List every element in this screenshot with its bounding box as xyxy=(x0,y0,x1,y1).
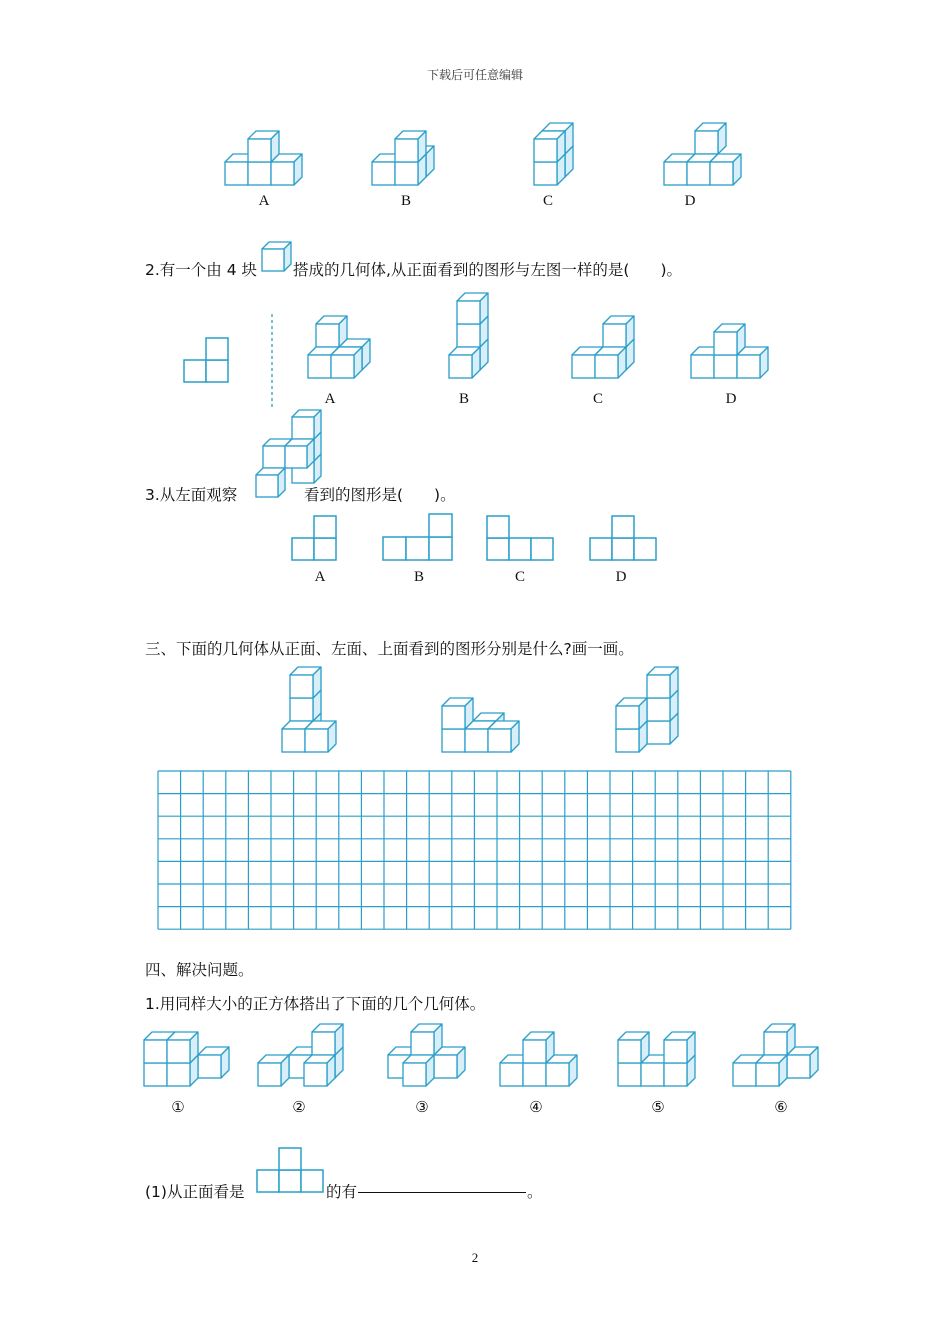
section4-q1-text: 1.用同样大小的正方体搭出了下面的几个几何体。 xyxy=(145,995,486,1013)
s3-figure-3 xyxy=(616,667,678,752)
q1-figure-c xyxy=(534,123,573,185)
page-header: 下载后可任意编辑 xyxy=(426,68,523,82)
s4-figure-3 xyxy=(388,1024,465,1086)
s3-figure-2 xyxy=(442,698,519,752)
s4-figure-2 xyxy=(258,1024,343,1086)
fig-label-2: ② xyxy=(292,1098,306,1116)
section3-title: 三、下面的几何体从正面、左面、上面看到的图形分别是什么?画一画。 xyxy=(145,640,634,658)
page-number: 2 xyxy=(471,1250,479,1265)
fig-label-4: ④ xyxy=(529,1098,543,1116)
s4-figure-1 xyxy=(144,1032,229,1086)
q2-figure-d xyxy=(691,324,768,378)
sub1-front-view xyxy=(257,1148,323,1192)
fig-label-1: ① xyxy=(171,1098,185,1116)
q3-text-after: 看到的图形是( )。 xyxy=(304,486,456,504)
q2-label-a: A xyxy=(324,391,336,407)
s4-figure-4 xyxy=(500,1032,577,1086)
q2-figure-c xyxy=(572,316,634,378)
q3-label-d: D xyxy=(615,569,627,585)
q2-text-after: 搭成的几何体,从正面看到的图形与左图一样的是( )。 xyxy=(293,261,683,279)
q3-text-before: 3.从左面观察 xyxy=(145,486,238,504)
single-cube-icon xyxy=(262,242,291,271)
q1-figure-d xyxy=(664,123,741,185)
q1-label-a: A xyxy=(258,193,270,209)
q3-view-d xyxy=(590,516,656,560)
q2-label-b: B xyxy=(458,391,469,407)
sub1-text-before: (1)从正面看是 xyxy=(145,1183,245,1201)
q2-figure-b xyxy=(449,293,488,378)
fig-label-3: ③ xyxy=(415,1098,429,1116)
q2-label-c: C xyxy=(592,391,603,407)
q2-text-before: 2.有一个由 4 块 xyxy=(145,261,258,279)
q3-label-c: C xyxy=(514,569,525,585)
q3-label-b: B xyxy=(413,569,424,585)
q2-label-d: D xyxy=(725,391,737,407)
s3-figure-1 xyxy=(282,667,336,752)
q3-view-b xyxy=(383,514,452,560)
q1-label-b: B xyxy=(400,193,411,209)
section4-title: 四、解决问题。 xyxy=(145,961,254,979)
q2-reference-view xyxy=(184,338,228,382)
q1-label-d: D xyxy=(684,193,696,209)
q1-figure-b xyxy=(372,131,434,185)
fig-label-6: ⑥ xyxy=(774,1098,788,1116)
fig-label-5: ⑤ xyxy=(651,1098,665,1116)
s4-figure-5 xyxy=(618,1032,695,1086)
q3-view-a xyxy=(292,516,336,560)
q3-view-c xyxy=(487,516,553,560)
q3-label-a: A xyxy=(314,569,326,585)
q1-figure-a xyxy=(225,131,302,185)
s4-figure-6 xyxy=(733,1024,818,1086)
sub1-text-after: 的有 xyxy=(326,1183,358,1201)
answer-blank[interactable] xyxy=(358,1178,526,1193)
sub1-text-end: 。 xyxy=(527,1183,543,1201)
q1-label-c: C xyxy=(542,193,553,209)
q2-figure-a xyxy=(308,316,370,378)
drawing-grid[interactable] xyxy=(158,771,791,929)
